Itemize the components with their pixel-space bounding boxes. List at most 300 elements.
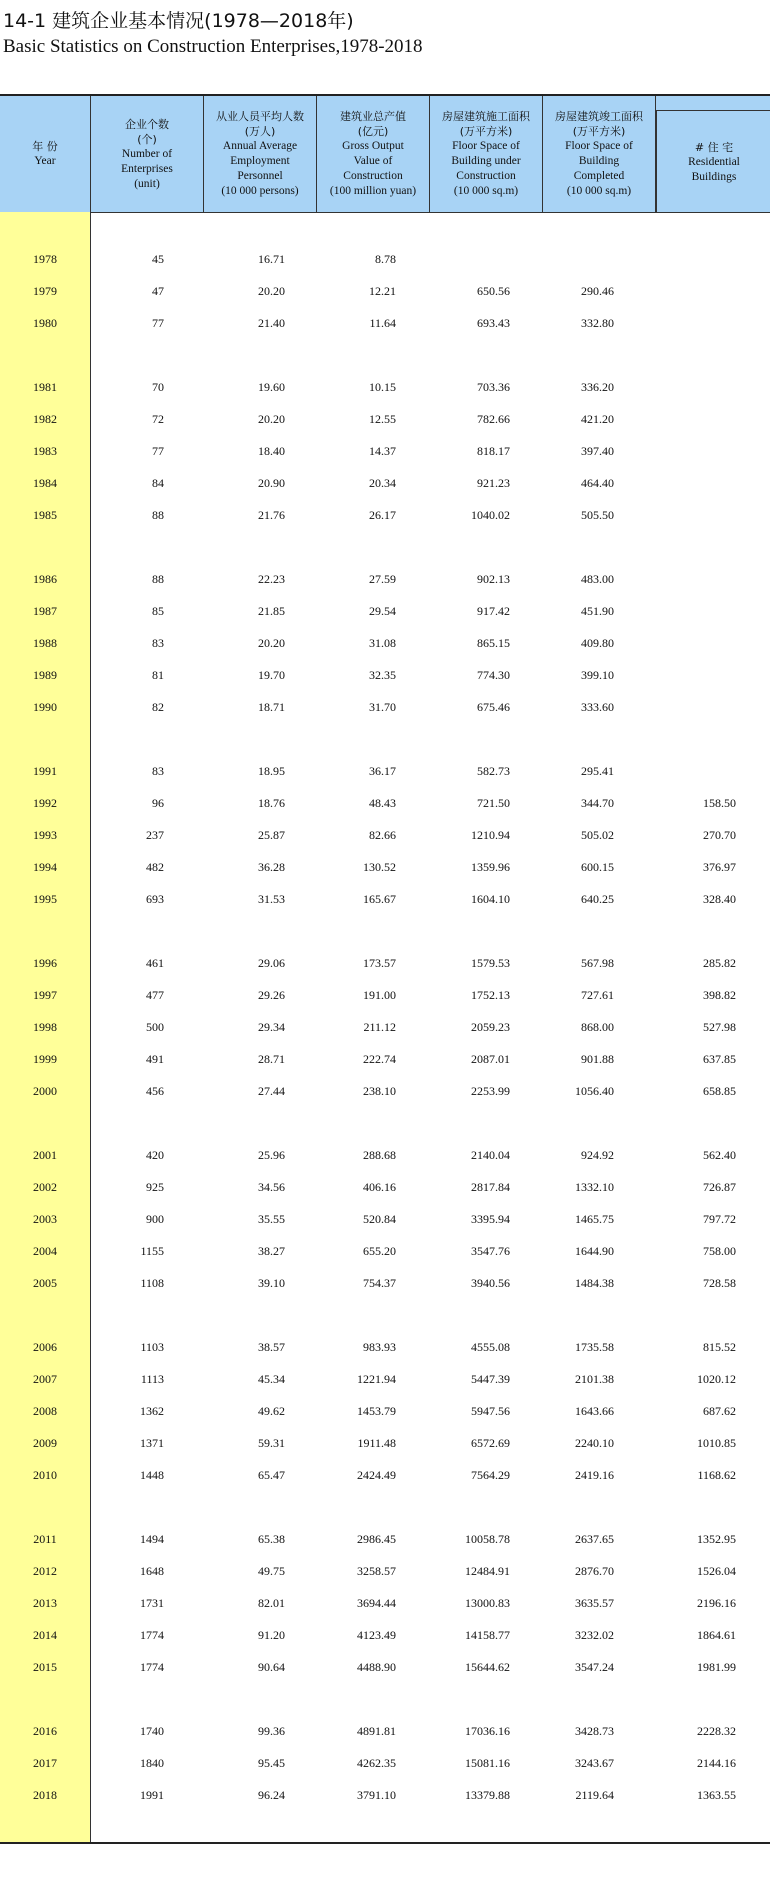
cell-floor-under-construction: 902.13 <box>477 572 510 586</box>
cell-floor-under-construction: 15081.16 <box>465 1756 510 1770</box>
header-enterprises-unit-en: (unit) <box>134 177 160 190</box>
cell-residential: 658.85 <box>703 1084 736 1098</box>
cell-year: 1985 <box>33 508 57 522</box>
cell-year: 1994 <box>33 860 57 874</box>
cell-enterprises: 45 <box>152 252 164 266</box>
cell-floor-completed: 901.88 <box>581 1052 614 1066</box>
cell-floor-completed: 3232.02 <box>575 1628 614 1642</box>
cell-residential: 1010.85 <box>697 1436 736 1450</box>
cell-gross-output: 2424.49 <box>357 1468 396 1482</box>
cell-enterprises: 77 <box>152 316 164 330</box>
cell-enterprises: 461 <box>146 956 164 970</box>
cell-residential: 376.97 <box>703 860 736 874</box>
header-floor-completed-en: Completed <box>573 170 625 182</box>
cell-enterprises: 1448 <box>140 1468 164 1482</box>
cell-year: 1999 <box>33 1052 57 1066</box>
table-row <box>0 1017 770 1037</box>
cell-floor-completed: 924.92 <box>581 1148 614 1162</box>
cell-residential: 328.40 <box>703 892 736 906</box>
cell-floor-completed: 483.00 <box>581 572 614 586</box>
cell-residential: 1864.61 <box>697 1628 736 1642</box>
header-gross-output-cn: 建筑业总产值 <box>340 110 406 123</box>
cell-floor-completed: 464.40 <box>581 476 614 490</box>
header-gross-output-unit-en: (100 million yuan) <box>329 185 417 197</box>
cell-employment: 82.01 <box>258 1596 285 1610</box>
cell-residential: 2196.16 <box>697 1596 736 1610</box>
cell-employment: 35.55 <box>258 1212 285 1226</box>
header-residential-cn: # 住 宅 <box>694 140 734 154</box>
cell-residential: 562.40 <box>703 1148 736 1162</box>
table-header <box>0 96 770 213</box>
cell-employment: 65.38 <box>258 1532 285 1546</box>
cell-year: 1991 <box>33 764 57 778</box>
cell-employment: 21.85 <box>258 604 285 618</box>
cell-gross-output: 4262.35 <box>357 1756 396 1770</box>
cell-employment: 90.64 <box>258 1660 285 1674</box>
cell-residential: 270.70 <box>703 828 736 842</box>
cell-floor-under-construction: 865.15 <box>477 636 510 650</box>
header-enterprises <box>91 96 204 212</box>
cell-residential: 2144.16 <box>697 1756 736 1770</box>
cell-year: 2003 <box>33 1212 57 1226</box>
cell-year: 1997 <box>33 988 57 1002</box>
cell-employment: 49.62 <box>258 1404 285 1418</box>
header-floor-under-unit-en: (10 000 sq.m) <box>453 185 519 197</box>
cell-floor-completed: 399.10 <box>581 668 614 682</box>
cell-enterprises: 1371 <box>140 1436 164 1450</box>
cell-employment: 38.27 <box>258 1244 285 1258</box>
cell-gross-output: 12.55 <box>369 412 396 426</box>
cell-gross-output: 520.84 <box>363 1212 396 1226</box>
cell-year: 1995 <box>33 892 57 906</box>
cell-enterprises: 47 <box>152 284 164 298</box>
cell-floor-under-construction: 2087.01 <box>471 1052 510 1066</box>
cell-enterprises: 1774 <box>140 1660 164 1674</box>
cell-floor-completed: 2876.70 <box>575 1564 614 1578</box>
cell-gross-output: 222.74 <box>363 1052 396 1066</box>
cell-enterprises: 1494 <box>140 1532 164 1546</box>
header-residential-en: Buildings <box>691 170 737 183</box>
cell-year: 1986 <box>33 572 57 586</box>
cell-floor-completed: 1643.66 <box>575 1404 614 1418</box>
cell-floor-under-construction: 12484.91 <box>465 1564 510 1578</box>
header-enterprises-en: Enterprises <box>121 162 173 175</box>
header-employment-en: Annual Average <box>222 140 298 152</box>
cell-year: 1992 <box>33 796 57 810</box>
cell-gross-output: 32.35 <box>369 668 396 682</box>
table-row <box>0 1209 770 1229</box>
cell-residential: 815.52 <box>703 1340 736 1354</box>
cell-gross-output: 11.64 <box>369 316 396 330</box>
cell-residential: 1352.95 <box>697 1532 736 1546</box>
cell-gross-output: 4488.90 <box>357 1660 396 1674</box>
cell-employment: 16.71 <box>258 252 285 266</box>
cell-year: 2000 <box>33 1084 57 1098</box>
cell-floor-completed: 397.40 <box>581 444 614 458</box>
table-row <box>0 1401 770 1421</box>
table-row <box>0 505 770 525</box>
cell-year: 1996 <box>33 956 57 970</box>
cell-gross-output: 288.68 <box>363 1148 396 1162</box>
cell-floor-completed: 3243.67 <box>575 1756 614 1770</box>
cell-residential: 398.82 <box>703 988 736 1002</box>
cell-floor-completed: 295.41 <box>581 764 614 778</box>
cell-floor-completed: 3428.73 <box>575 1724 614 1738</box>
cell-residential: 1168.62 <box>697 1468 736 1482</box>
header-gross-output-en: Construction <box>343 170 403 182</box>
cell-employment: 29.34 <box>258 1020 285 1034</box>
header-employment-unit-en: (10 000 persons) <box>221 185 299 197</box>
header-employment-cn: 从业人员平均人数 <box>216 110 304 123</box>
cell-gross-output: 27.59 <box>369 572 396 586</box>
cell-year: 2016 <box>33 1724 57 1738</box>
cell-floor-under-construction: 721.50 <box>477 796 510 810</box>
cell-residential: 797.72 <box>703 1212 736 1226</box>
cell-employment: 27.44 <box>258 1084 285 1098</box>
cell-gross-output: 1911.48 <box>357 1436 396 1450</box>
header-floor-under-en: Construction <box>456 170 516 182</box>
cell-gross-output: 26.17 <box>369 508 396 522</box>
cell-employment: 20.20 <box>258 636 285 650</box>
header-employment-en: Personnel <box>237 170 283 182</box>
table-row <box>0 1753 770 1773</box>
table-row <box>0 697 770 717</box>
cell-gross-output: 2986.45 <box>357 1532 396 1546</box>
cell-enterprises: 88 <box>152 508 164 522</box>
cell-floor-completed: 600.15 <box>581 860 614 874</box>
header-employment-en: Employment <box>230 155 290 167</box>
cell-gross-output: 130.52 <box>363 860 396 874</box>
cell-residential: 158.50 <box>703 796 736 810</box>
table-row <box>0 1529 770 1549</box>
cell-floor-under-construction: 2140.04 <box>471 1148 510 1162</box>
table-row <box>0 249 770 269</box>
cell-floor-completed: 290.46 <box>581 284 614 298</box>
table-row <box>0 473 770 493</box>
cell-residential: 2228.32 <box>697 1724 736 1738</box>
cell-residential: 1020.12 <box>697 1372 736 1386</box>
cell-year: 1984 <box>33 476 57 490</box>
cell-year: 2011 <box>33 1532 57 1546</box>
cell-gross-output: 655.20 <box>363 1244 396 1258</box>
cell-employment: 20.20 <box>258 284 285 298</box>
cell-residential: 1363.55 <box>697 1788 736 1802</box>
cell-floor-completed: 333.60 <box>581 700 614 714</box>
header-floor-completed-en: Building <box>578 155 620 167</box>
cell-floor-completed: 2637.65 <box>575 1532 614 1546</box>
cell-gross-output: 3694.44 <box>357 1596 396 1610</box>
cell-gross-output: 10.15 <box>369 380 396 394</box>
cell-employment: 20.90 <box>258 476 285 490</box>
cell-gross-output: 1221.94 <box>357 1372 396 1386</box>
cell-enterprises: 456 <box>146 1084 164 1098</box>
cell-year: 1980 <box>33 316 57 330</box>
cell-floor-completed: 2119.64 <box>575 1788 614 1802</box>
cell-enterprises: 1103 <box>140 1340 164 1354</box>
table-row <box>0 281 770 301</box>
cell-floor-under-construction: 1040.02 <box>471 508 510 522</box>
cell-enterprises: 96 <box>152 796 164 810</box>
cell-enterprises: 1840 <box>140 1756 164 1770</box>
cell-floor-completed: 332.80 <box>581 316 614 330</box>
cell-enterprises: 925 <box>146 1180 164 1194</box>
table-row <box>0 1049 770 1069</box>
header-enterprises-en: Number of <box>121 147 173 160</box>
cell-employment: 21.40 <box>258 316 285 330</box>
cell-enterprises: 482 <box>146 860 164 874</box>
cell-floor-under-construction: 5447.39 <box>471 1372 510 1386</box>
header-year-en: Year <box>34 155 56 167</box>
cell-floor-under-construction: 1359.96 <box>471 860 510 874</box>
header-floor-completed-cn: 房屋建筑竣工面积 <box>555 110 643 123</box>
cell-floor-completed: 451.90 <box>581 604 614 618</box>
cell-residential: 637.85 <box>703 1052 736 1066</box>
cell-year: 1981 <box>33 380 57 394</box>
cell-employment: 59.31 <box>258 1436 285 1450</box>
cell-floor-under-construction: 10058.78 <box>465 1532 510 1546</box>
cell-year: 2005 <box>33 1276 57 1290</box>
cell-floor-under-construction: 650.56 <box>477 284 510 298</box>
table-row <box>0 409 770 429</box>
cell-floor-completed: 336.20 <box>581 380 614 394</box>
header-floor-completed-unit-cn: (万平方米) <box>572 125 626 138</box>
cell-employment: 95.45 <box>258 1756 285 1770</box>
cell-floor-under-construction: 675.46 <box>477 700 510 714</box>
cell-floor-completed: 505.50 <box>581 508 614 522</box>
cell-floor-under-construction: 774.30 <box>477 668 510 682</box>
cell-enterprises: 1113 <box>140 1372 164 1386</box>
cell-year: 1993 <box>33 828 57 842</box>
cell-gross-output: 4891.81 <box>357 1724 396 1738</box>
table-row <box>0 441 770 461</box>
cell-year: 2004 <box>33 1244 57 1258</box>
table-row <box>0 1593 770 1613</box>
cell-gross-output: 754.37 <box>363 1276 396 1290</box>
cell-enterprises: 72 <box>152 412 164 426</box>
cell-enterprises: 85 <box>152 604 164 618</box>
cell-employment: 18.95 <box>258 764 285 778</box>
cell-employment: 36.28 <box>258 860 285 874</box>
cell-gross-output: 12.21 <box>369 284 396 298</box>
cell-employment: 20.20 <box>258 412 285 426</box>
cell-floor-completed: 2419.16 <box>575 1468 614 1482</box>
cell-floor-under-construction: 6572.69 <box>471 1436 510 1450</box>
cell-gross-output: 1453.79 <box>357 1404 396 1418</box>
header-floor-completed-unit-en: (10 000 sq.m) <box>566 185 632 197</box>
cell-floor-completed: 1332.10 <box>575 1180 614 1194</box>
header-floor-under-construction <box>430 96 543 212</box>
table-row <box>0 313 770 333</box>
table-row <box>0 377 770 397</box>
cell-enterprises: 693 <box>146 892 164 906</box>
cell-year: 2018 <box>33 1788 57 1802</box>
cell-floor-under-construction: 782.66 <box>477 412 510 426</box>
table-row <box>0 1241 770 1261</box>
cell-gross-output: 165.67 <box>363 892 396 906</box>
table-row <box>0 1145 770 1165</box>
cell-gross-output: 29.54 <box>369 604 396 618</box>
cell-enterprises: 420 <box>146 1148 164 1162</box>
cell-gross-output: 31.70 <box>369 700 396 714</box>
cell-floor-under-construction: 1604.10 <box>471 892 510 906</box>
cell-employment: 25.96 <box>258 1148 285 1162</box>
cell-enterprises: 491 <box>146 1052 164 1066</box>
cell-floor-completed: 3547.24 <box>575 1660 614 1674</box>
cell-year: 1983 <box>33 444 57 458</box>
cell-year: 1982 <box>33 412 57 426</box>
cell-gross-output: 983.93 <box>363 1340 396 1354</box>
cell-gross-output: 82.66 <box>369 828 396 842</box>
table-row <box>0 825 770 845</box>
cell-floor-completed: 1056.40 <box>575 1084 614 1098</box>
cell-employment: 22.23 <box>258 572 285 586</box>
header-enterprises-unit-cn: (个) <box>137 132 157 146</box>
cell-employment: 19.60 <box>258 380 285 394</box>
cell-floor-completed: 1484.38 <box>575 1276 614 1290</box>
header-gross-output-en: Value of <box>353 155 393 167</box>
cell-floor-completed: 344.70 <box>581 796 614 810</box>
header-gross-output-unit-cn: (亿元) <box>357 125 389 138</box>
cell-gross-output: 8.78 <box>375 252 396 266</box>
header-floor-under-en: Floor Space of <box>452 140 520 152</box>
cell-year: 2017 <box>33 1756 57 1770</box>
cell-year: 1987 <box>33 604 57 618</box>
cell-gross-output: 211.12 <box>363 1020 396 1034</box>
cell-gross-output: 191.00 <box>363 988 396 1002</box>
table-row <box>0 985 770 1005</box>
cell-floor-under-construction: 1579.53 <box>471 956 510 970</box>
cell-gross-output: 48.43 <box>369 796 396 810</box>
cell-enterprises: 500 <box>146 1020 164 1034</box>
cell-floor-completed: 567.98 <box>581 956 614 970</box>
table-row <box>0 1081 770 1101</box>
cell-employment: 25.87 <box>258 828 285 842</box>
cell-year: 2001 <box>33 1148 57 1162</box>
cell-enterprises: 83 <box>152 764 164 778</box>
table-row <box>0 889 770 909</box>
cell-floor-completed: 868.00 <box>581 1020 614 1034</box>
cell-enterprises: 1774 <box>140 1628 164 1642</box>
cell-year: 2014 <box>33 1628 57 1642</box>
cell-employment: 39.10 <box>258 1276 285 1290</box>
table-row <box>0 1369 770 1389</box>
table-row <box>0 857 770 877</box>
cell-residential: 728.58 <box>703 1276 736 1290</box>
cell-employment: 45.34 <box>258 1372 285 1386</box>
cell-floor-under-construction: 582.73 <box>477 764 510 778</box>
table-row <box>0 1657 770 1677</box>
cell-employment: 21.76 <box>258 508 285 522</box>
header-floor-completed <box>543 96 656 212</box>
cell-year: 1998 <box>33 1020 57 1034</box>
cell-enterprises: 1155 <box>140 1244 164 1258</box>
table-row <box>0 633 770 653</box>
cell-year: 2009 <box>33 1436 57 1450</box>
cell-floor-completed: 2101.38 <box>575 1372 614 1386</box>
cell-floor-under-construction: 917.42 <box>477 604 510 618</box>
cell-employment: 31.53 <box>258 892 285 906</box>
cell-floor-completed: 409.80 <box>581 636 614 650</box>
cell-employment: 18.76 <box>258 796 285 810</box>
cell-floor-under-construction: 1752.13 <box>471 988 510 1002</box>
table-row <box>0 665 770 685</box>
cell-enterprises: 84 <box>152 476 164 490</box>
cell-residential: 285.82 <box>703 956 736 970</box>
cell-gross-output: 238.10 <box>363 1084 396 1098</box>
header-floor-under-unit-cn: (万平方米) <box>459 125 513 138</box>
cell-floor-under-construction: 3395.94 <box>471 1212 510 1226</box>
cell-employment: 18.71 <box>258 700 285 714</box>
cell-floor-under-construction: 14158.77 <box>465 1628 510 1642</box>
header-enterprises-cn: 企业个数 <box>125 117 169 131</box>
cell-enterprises: 1991 <box>140 1788 164 1802</box>
cell-residential: 1981.99 <box>697 1660 736 1674</box>
table-row <box>0 761 770 781</box>
cell-enterprises: 77 <box>152 444 164 458</box>
cell-gross-output: 4123.49 <box>357 1628 396 1642</box>
table-row <box>0 953 770 973</box>
cell-residential: 527.98 <box>703 1020 736 1034</box>
header-gross-output <box>317 96 430 212</box>
cell-floor-under-construction: 13379.88 <box>465 1788 510 1802</box>
header-year-cn: 年 份 <box>32 140 58 153</box>
cell-floor-under-construction: 5947.56 <box>471 1404 510 1418</box>
cell-year: 1990 <box>33 700 57 714</box>
cell-gross-output: 14.37 <box>369 444 396 458</box>
cell-employment: 91.20 <box>258 1628 285 1642</box>
cell-year: 1978 <box>33 252 57 266</box>
table-row <box>0 1177 770 1197</box>
header-floor-completed-en: Floor Space of <box>565 140 633 152</box>
cell-floor-under-construction: 818.17 <box>477 444 510 458</box>
header-employment-unit-cn: (万人) <box>244 125 276 138</box>
cell-floor-under-construction: 3940.56 <box>471 1276 510 1290</box>
cell-year: 2010 <box>33 1468 57 1482</box>
table-row <box>0 1433 770 1453</box>
cell-enterprises: 1362 <box>140 1404 164 1418</box>
cell-enterprises: 83 <box>152 636 164 650</box>
cell-floor-completed: 1465.75 <box>575 1212 614 1226</box>
cell-enterprises: 1740 <box>140 1724 164 1738</box>
cell-year: 2013 <box>33 1596 57 1610</box>
table-row <box>0 793 770 813</box>
cell-year: 1988 <box>33 636 57 650</box>
cell-floor-under-construction: 2817.84 <box>471 1180 510 1194</box>
table-row <box>0 1785 770 1805</box>
cell-gross-output: 31.08 <box>369 636 396 650</box>
cell-employment: 99.36 <box>258 1724 285 1738</box>
table-row <box>0 1721 770 1741</box>
cell-floor-under-construction: 2059.23 <box>471 1020 510 1034</box>
table-row <box>0 1625 770 1645</box>
cell-floor-completed: 2240.10 <box>575 1436 614 1450</box>
cell-year: 1979 <box>33 284 57 298</box>
cell-floor-under-construction: 921.23 <box>477 476 510 490</box>
header-year <box>0 96 91 212</box>
cell-employment: 49.75 <box>258 1564 285 1578</box>
cell-floor-under-construction: 13000.83 <box>465 1596 510 1610</box>
bottom-rule <box>0 1842 770 1844</box>
cell-year: 2012 <box>33 1564 57 1578</box>
cell-gross-output: 173.57 <box>363 956 396 970</box>
table-row <box>0 1273 770 1293</box>
cell-employment: 19.70 <box>258 668 285 682</box>
cell-floor-under-construction: 3547.76 <box>471 1244 510 1258</box>
cell-floor-under-construction: 1210.94 <box>471 828 510 842</box>
cell-floor-under-construction: 693.43 <box>477 316 510 330</box>
cell-floor-under-construction: 17036.16 <box>465 1724 510 1738</box>
cell-floor-under-construction: 2253.99 <box>471 1084 510 1098</box>
